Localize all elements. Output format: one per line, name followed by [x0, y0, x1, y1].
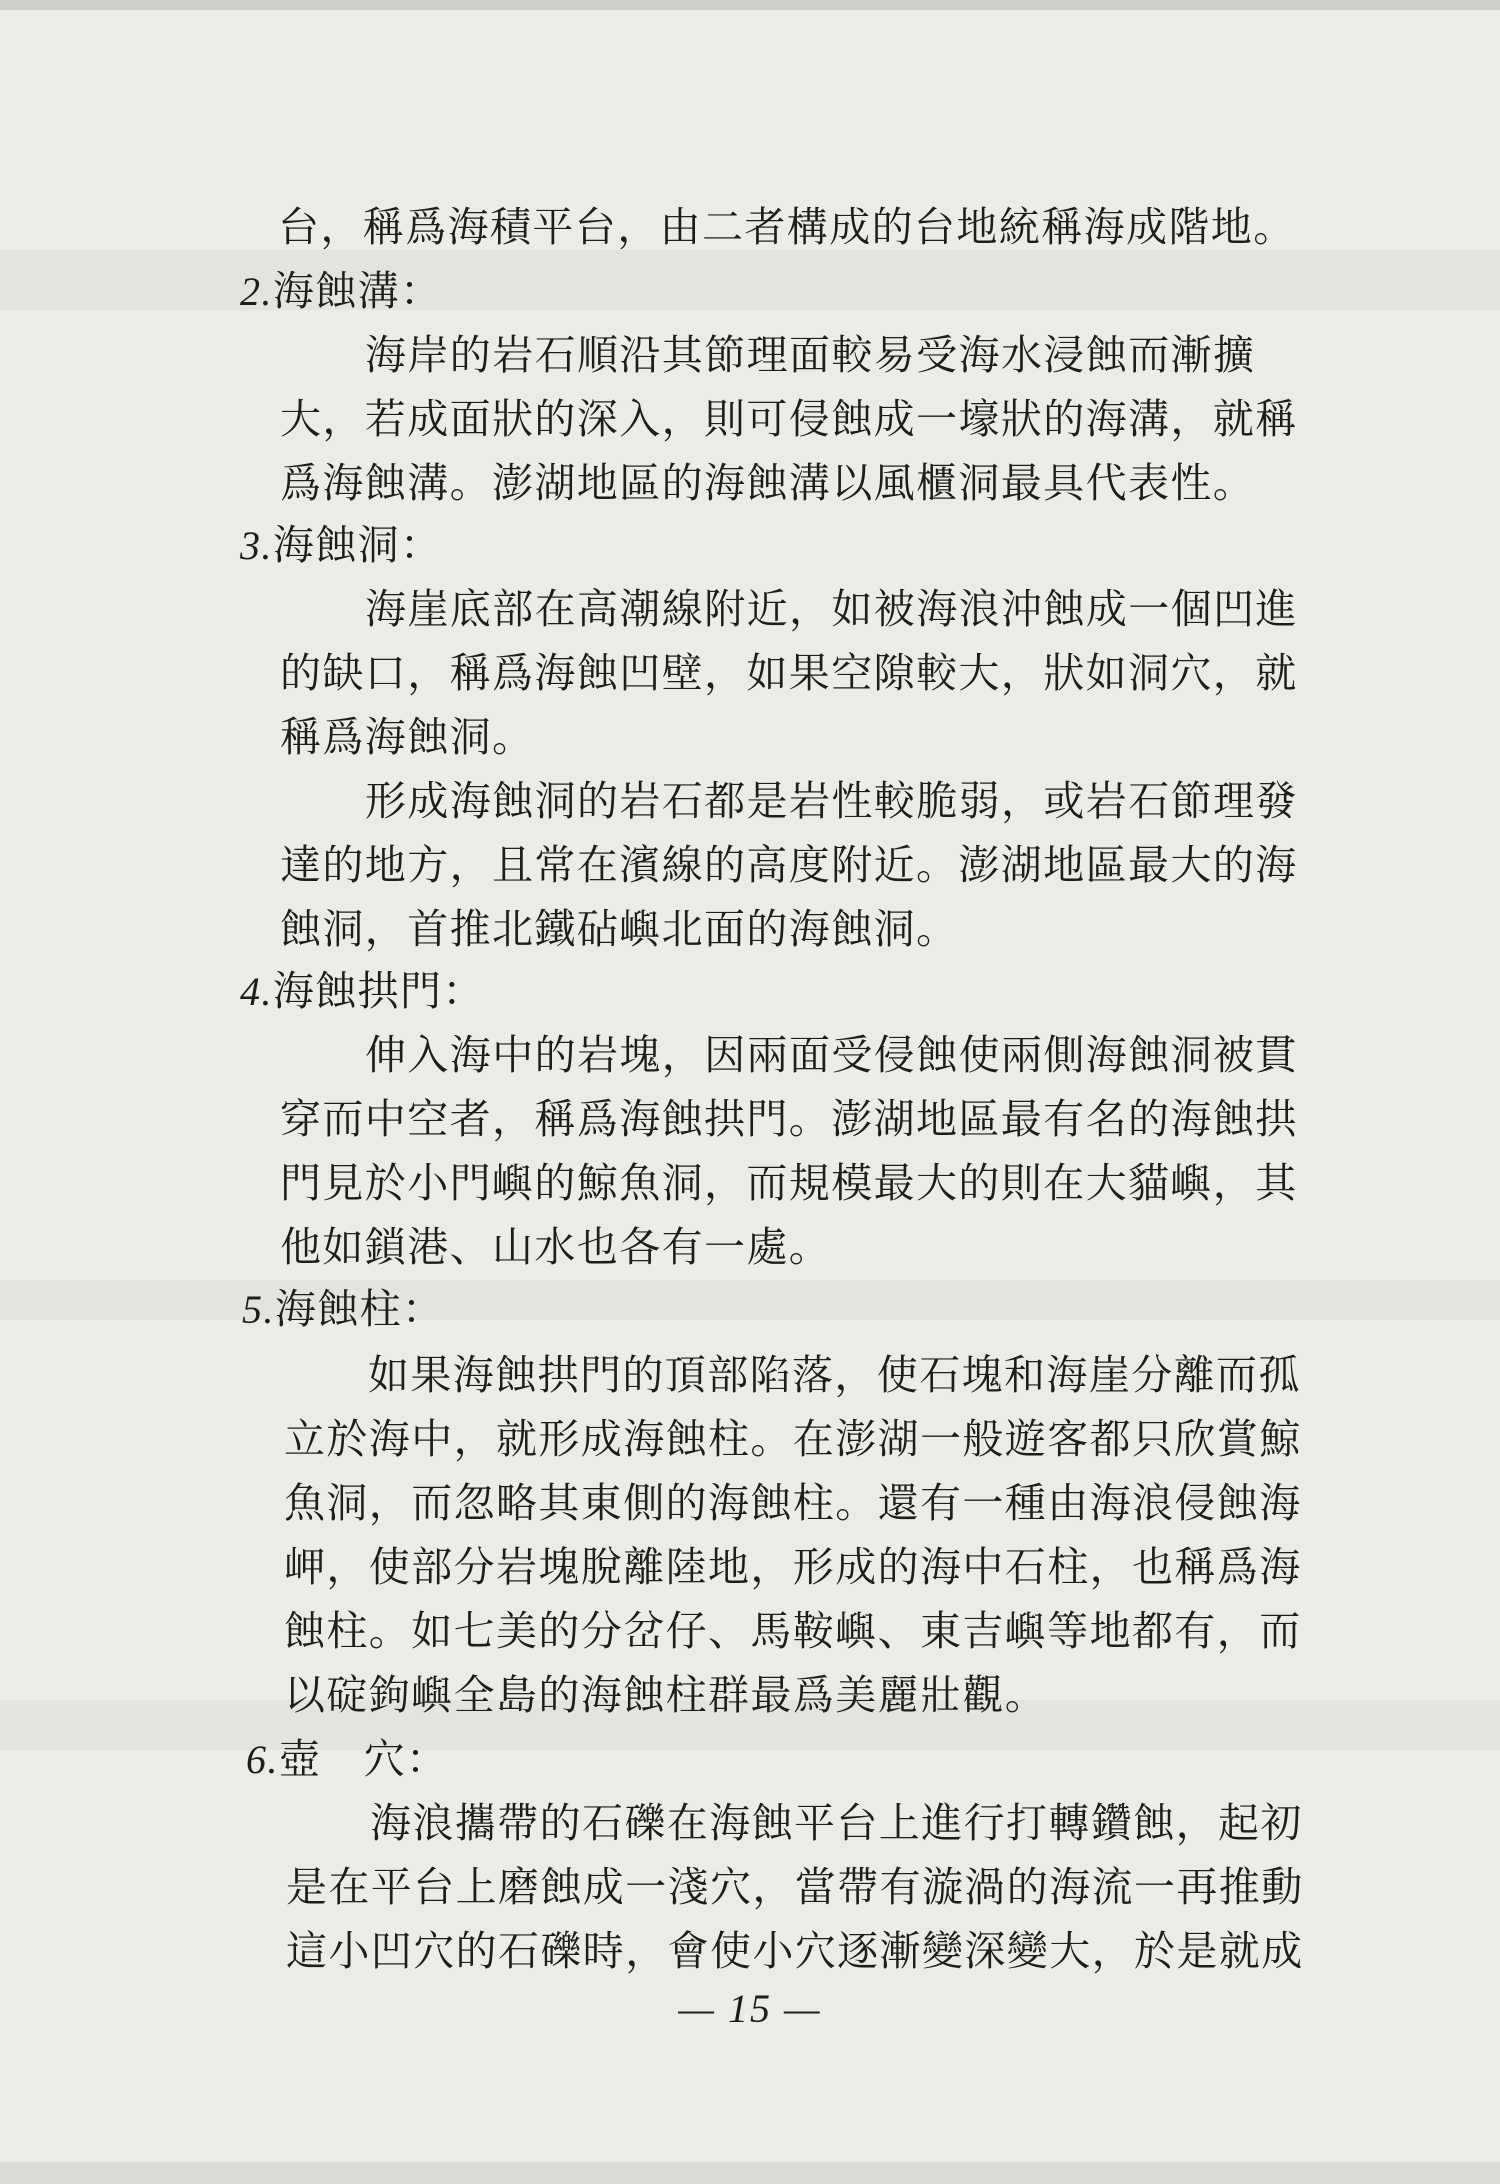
- text-line: 門見於小門嶼的鯨魚洞，而規模最大的則在大貓嶼，其: [280, 1159, 1298, 1207]
- text-line: 形成海蝕洞的岩石都是岩性較脆弱，或岩石節理發: [365, 777, 1298, 825]
- scan-band: [0, 250, 1500, 310]
- section-heading-4: [240, 966, 485, 1017]
- section-heading-3: [240, 520, 442, 571]
- section-title: 海蝕柱：: [274, 1285, 445, 1333]
- section-title: 壺 穴：: [278, 1735, 449, 1783]
- section-number: 6.: [246, 1737, 279, 1782]
- text-line: 穿而中空者，稱爲海蝕拱門。澎湖地區最有名的海蝕拱: [280, 1095, 1298, 1143]
- section-heading-6: [246, 1734, 448, 1785]
- section-heading-2: [240, 266, 442, 317]
- section-title: 海蝕溝：: [272, 267, 443, 315]
- text-line: 以碇鉤嶼全島的海蝕柱群最爲美麗壯觀。: [284, 1671, 1048, 1719]
- text-line: 他如鎖港、山水也各有一處。: [280, 1223, 832, 1271]
- text-line: 蝕洞，首推北鐵砧嶼北面的海蝕洞。: [280, 905, 959, 953]
- section-number: 5.: [242, 1287, 275, 1332]
- text-line: 是在平台上磨蝕成一淺穴，當帶有漩渦的海流一再推動: [286, 1863, 1304, 1911]
- scan-band: [0, 1280, 1500, 1320]
- page-bottom-edge: [0, 2162, 1500, 2184]
- text-line: 大，若成面狀的深入，則可侵蝕成一壕狀的海溝，就稱: [280, 395, 1298, 443]
- text-line: 海崖底部在高潮線附近，如被海浪沖蝕成一個凹進: [365, 585, 1298, 633]
- section-number: 4.: [240, 969, 273, 1014]
- section-title: 海蝕洞：: [272, 521, 443, 569]
- text-line: 立於海中，就形成海蝕柱。在澎湖一般遊客都只欣賞鯨: [284, 1415, 1302, 1463]
- text-line: 海浪攜帶的石礫在海蝕平台上進行打轉鑽蝕，起初: [370, 1799, 1303, 1847]
- text-line: 海岸的岩石順沿其節理面較易受海水浸蝕而漸擴: [365, 331, 1256, 379]
- text-line: 的缺口，稱爲海蝕凹壁，如果空隙較大，狀如洞穴，就: [280, 649, 1298, 697]
- page-number: — 15 —: [678, 1986, 822, 2031]
- text-line: 蝕柱。如七美的分岔仔、馬鞍嶼、東吉嶼等地都有，而: [284, 1607, 1302, 1655]
- text-line: 魚洞，而忽略其東側的海蝕柱。還有一種由海浪侵蝕海: [284, 1479, 1302, 1527]
- text-line: 岬，使部分岩塊脫離陸地，形成的海中石柱，也稱爲海: [284, 1543, 1302, 1591]
- text-line: 伸入海中的岩塊，因兩面受侵蝕使兩側海蝕洞被貫: [365, 1031, 1298, 1079]
- text-line: 如果海蝕拱門的頂部陷落，使石塊和海崖分離而孤: [368, 1351, 1301, 1399]
- section-heading-5: [242, 1284, 444, 1335]
- text-line: 這小凹穴的石礫時，會使小穴逐漸變深變大，於是就成: [286, 1927, 1304, 1975]
- section-number: 3.: [240, 523, 273, 568]
- section-title: 海蝕拱門：: [272, 967, 485, 1015]
- text-line: 台，稱爲海積平台，由二者構成的台地統稱海成階地。: [278, 203, 1296, 251]
- page-top-edge: [0, 0, 1500, 10]
- text-line: 達的地方，且常在濱線的高度附近。澎湖地區最大的海: [280, 841, 1298, 889]
- text-line: 稱爲海蝕洞。: [280, 713, 535, 761]
- text-line: 爲海蝕溝。澎湖地區的海蝕溝以風櫃洞最具代表性。: [280, 459, 1256, 507]
- section-number: 2.: [240, 269, 273, 314]
